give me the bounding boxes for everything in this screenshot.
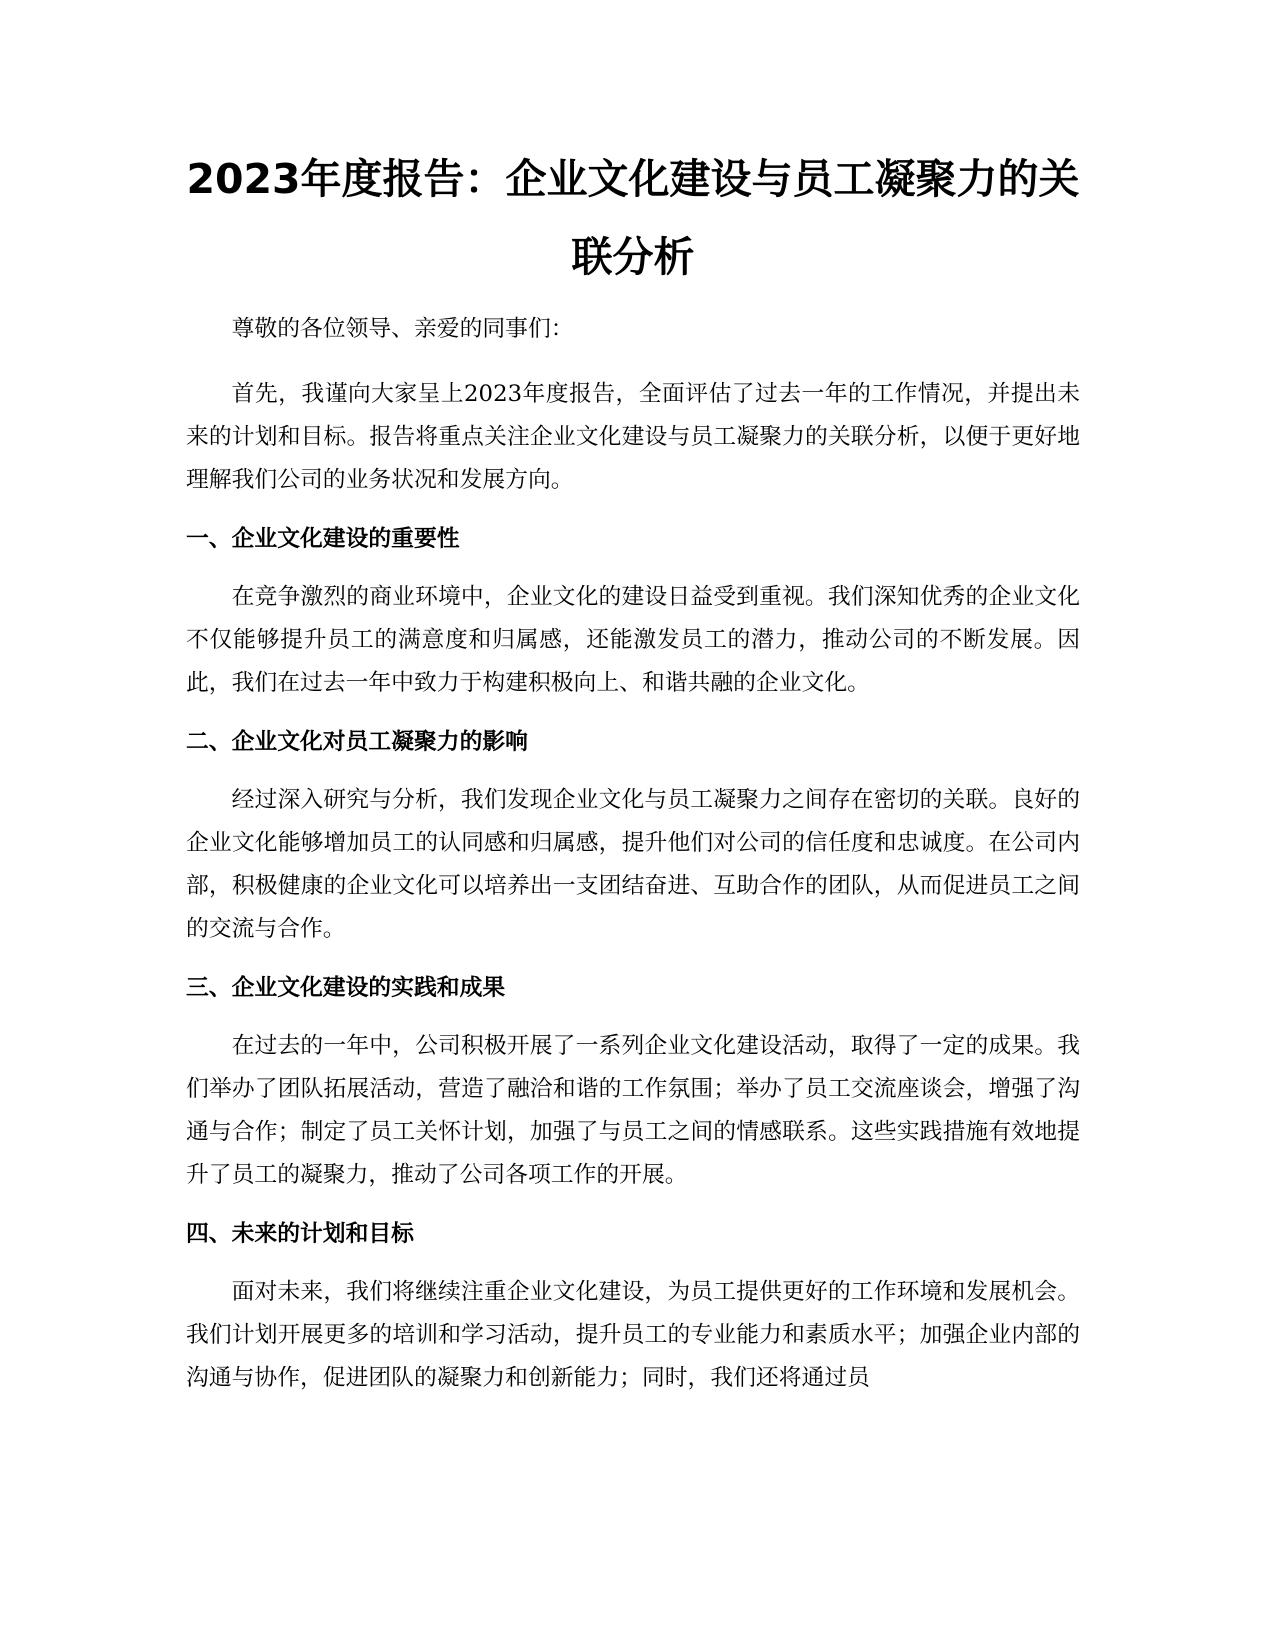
salutation: 尊敬的各位领导、亲爱的同事们：: [231, 316, 574, 342]
section-body-1: 在竞争激烈的商业环境中，企业文化的建设日益受到重视。我们深知优秀的企业文化不仅能够提升员工的满意度和归属感，还能激发员工的潜力，推动公司的不断发展。因此，我们在过去一年中致力于构建积极向上、和谐共融的企业文化。: [186, 584, 1080, 696]
intro-paragraph: 首先，我谨向大家呈上2023年度报告，全面评估了过去一年的工作情况，并提出未来的计划和目标。报告将重点关注企业文化建设与员工凝聚力的关联分析，以便于更好地理解我们公司的业务状况和发展方向。: [186, 381, 1080, 493]
section-body-4: 面对未来，我们将继续注重企业文化建设，为员工提供更好的工作环境和发展机会。我们计划开展更多的培训和学习活动，提升员工的专业能力和素质水平；加强企业内部的沟通与协作，促进团队的凝聚力和创新能力；同时，我们还将通过员: [186, 1279, 1080, 1391]
document-page: [186, 140, 1080, 1422]
section-heading-1: 一、企业文化建设的重要性: [186, 526, 460, 552]
section-body-3: 在过去的一年中，公司积极开展了一系列企业文化建设活动，取得了一定的成果。我们举办了团队拓展活动，营造了融洽和谐的工作氛围；举办了员工交流座谈会，增强了沟通与合作；制定了员工关怀计划，加强了与员工之间的情感联系。这些实践措施有效地提升了员工的凝聚力，推动了公司各项工作的开展。: [186, 1033, 1080, 1188]
section-heading-4: 四、未来的计划和目标: [186, 1221, 414, 1247]
section-heading-3: 三、企业文化建设的实践和成果: [186, 975, 506, 1001]
document-title: 2023年度报告：企业文化建设与员工凝聚力的关联分析: [186, 155, 1080, 281]
section-body-2: 经过深入研究与分析，我们发现企业文化与员工凝聚力之间存在密切的关联。良好的企业文化能够增加员工的认同感和归属感，提升他们对公司的信任度和忠诚度。在公司内部，积极健康的企业文化可以培养出一支团结奋进、互助合作的团队，从而促进员工之间的交流与合作。: [186, 787, 1080, 942]
section-heading-2: 二、企业文化对员工凝聚力的影响: [186, 729, 528, 755]
